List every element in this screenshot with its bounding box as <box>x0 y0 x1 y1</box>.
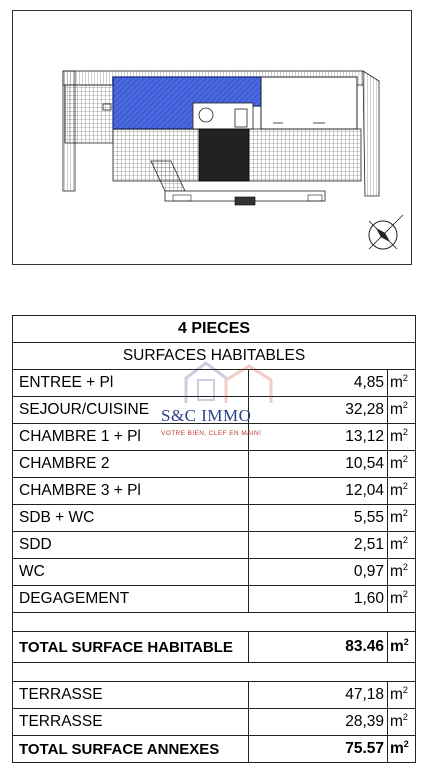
row-value: 2,51 <box>249 532 388 559</box>
row-unit <box>388 451 416 478</box>
unit-text: m <box>390 455 403 472</box>
unit-text: m <box>390 563 403 580</box>
spacer-row <box>13 613 416 632</box>
room-row <box>13 532 416 559</box>
row-value: 28,39 <box>249 709 388 736</box>
row-value: 10,54 <box>249 451 388 478</box>
watermark-name: S&C IMMO <box>161 406 252 425</box>
row-unit <box>388 709 416 736</box>
unit-exponent: 2 <box>402 481 408 491</box>
row-value: 12,04 <box>249 478 388 505</box>
spacer-cell <box>13 613 416 632</box>
row-label: TERRASSE <box>13 682 249 709</box>
row-unit <box>388 397 416 424</box>
unit-text: m <box>390 428 403 445</box>
total-habitable-row <box>13 632 416 663</box>
room-row <box>13 424 416 451</box>
row-unit <box>388 505 416 532</box>
row-unit <box>388 559 416 586</box>
row-value: 32,28 <box>249 397 388 424</box>
spacer-row <box>13 663 416 682</box>
row-label: TERRASSE <box>13 709 249 736</box>
row-label: CHAMBRE 3 + Pl <box>13 478 249 505</box>
row-unit <box>388 370 416 397</box>
surface-table <box>12 315 416 763</box>
annex-row <box>13 709 416 736</box>
floor-plan-drawing <box>13 11 413 266</box>
row-label: WC <box>13 559 249 586</box>
watermark-tagline: VOTRE BIEN, CLEF EN MAIN! <box>161 430 262 437</box>
row-value: 47,18 <box>249 682 388 709</box>
row-label: SEJOUR/CUISINE <box>13 397 249 424</box>
unit-text: m <box>390 536 403 553</box>
unit-text: m <box>390 638 404 655</box>
unit-exponent: 2 <box>402 454 408 464</box>
row-unit <box>388 424 416 451</box>
unit-text: m <box>390 713 403 730</box>
unit-exponent: 2 <box>403 739 409 749</box>
row-unit <box>388 532 416 559</box>
row-value: 0,97 <box>249 559 388 586</box>
table-title: 4 PIECES <box>13 316 416 343</box>
row-label: SDB + WC <box>13 505 249 532</box>
unit-text: m <box>390 374 403 391</box>
total-annexes-row <box>13 736 416 763</box>
unit-exponent: 2 <box>402 685 408 695</box>
unit-exponent: 2 <box>403 637 409 647</box>
unit-exponent: 2 <box>402 400 408 410</box>
unit-exponent: 2 <box>402 427 408 437</box>
row-unit <box>388 478 416 505</box>
room-row <box>13 451 416 478</box>
unit-exponent: 2 <box>402 562 408 572</box>
row-label: SDD <box>13 532 249 559</box>
row-unit <box>388 632 416 663</box>
row-value: 1,60 <box>249 586 388 613</box>
row-label: DEGAGEMENT <box>13 586 249 613</box>
room-row <box>13 505 416 532</box>
floor-plan-frame <box>12 10 412 265</box>
room-row <box>13 397 416 424</box>
row-value: 4,85 <box>249 370 388 397</box>
unit-text: m <box>390 590 403 607</box>
compass-icon <box>369 215 403 249</box>
room-row <box>13 586 416 613</box>
row-label: CHAMBRE 2 <box>13 451 249 478</box>
unit-exponent: 2 <box>402 712 408 722</box>
annex-row <box>13 682 416 709</box>
room-row <box>13 370 416 397</box>
unit-text: m <box>390 482 403 499</box>
row-label: ENTREE + Pl <box>13 370 249 397</box>
unit-text: m <box>390 509 403 526</box>
unit-exponent: 2 <box>402 508 408 518</box>
row-label: TOTAL SURFACE ANNEXES <box>13 736 249 763</box>
unit-exponent: 2 <box>402 589 408 599</box>
table-subtitle: SURFACES HABITABLES <box>13 343 416 370</box>
row-value: 5,55 <box>249 505 388 532</box>
row-value: 83.46 <box>249 632 388 663</box>
row-value: 75.57 <box>249 736 388 763</box>
row-unit <box>388 736 416 763</box>
spacer-cell <box>13 663 416 682</box>
room-row <box>13 559 416 586</box>
unit-text: m <box>390 740 404 757</box>
row-value: 13,12 <box>249 424 388 451</box>
unit-exponent: 2 <box>402 373 408 383</box>
unit-text: m <box>390 401 403 418</box>
unit-text: m <box>390 686 403 703</box>
row-unit <box>388 682 416 709</box>
row-label: CHAMBRE 1 + Pl <box>13 424 249 451</box>
row-label: TOTAL SURFACE HABITABLE <box>13 632 249 663</box>
row-unit <box>388 586 416 613</box>
room-row <box>13 478 416 505</box>
unit-exponent: 2 <box>402 535 408 545</box>
